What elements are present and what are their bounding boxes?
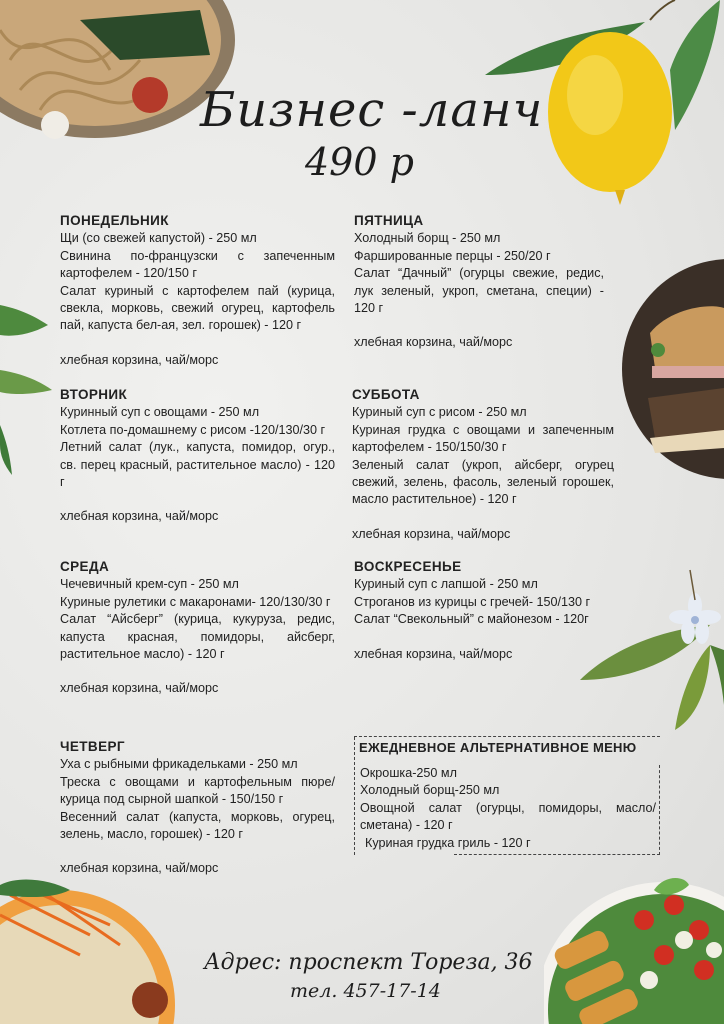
menu-item: Куринный суп с овощами - 250 мл xyxy=(60,405,260,420)
menu-item: Салат “Дачный” (огурцы свежие, редис, лук зеленый, укроп, сметана, специи) - 120 г xyxy=(354,266,604,316)
menu-item: Строганов из курицы с гречей- 150/130 г xyxy=(354,594,591,609)
chicken-salad-bowl-image xyxy=(544,870,724,1024)
menu-item: Куриный суп с рисом - 250 мл xyxy=(352,405,527,420)
page-title: Бизнес -ланч xyxy=(200,82,544,138)
menu-item: Летний салат (лук., капуста, помидор, огур., св. перец красный, растительное масло) - 120 г xyxy=(60,440,335,490)
menu-item: Овощной салат (огурцы, помидоры, масло/ сметана) - 120 г xyxy=(360,800,656,833)
day-block-wednesday xyxy=(60,558,335,698)
menu-item: Куриная грудка гриль - 120 г xyxy=(365,835,531,850)
menu-footer-note: хлебная корзина, чай/морс xyxy=(60,861,219,876)
alternative-menu-box xyxy=(354,736,660,855)
menu-item: Свинина по-французски с запеченным картофелем - 120/150 г xyxy=(60,248,335,281)
day-name: СУББОТА xyxy=(352,387,420,402)
day-name: ВОСКРЕСЕНЬЕ xyxy=(354,559,462,574)
day-block-monday xyxy=(60,212,335,369)
menu-item: Весенний салат (капуста, морковь, огурец, зелень, масло, горошек) - 120 г xyxy=(60,809,335,842)
day-name: ПЯТНИЦА xyxy=(354,213,424,228)
menu-item: Окрошка-250 мл xyxy=(360,766,457,780)
menu-item: Холодный борщ-250 мл xyxy=(360,783,500,798)
menu-item: Салат “Свекольный” с майонезом - 120г xyxy=(354,612,589,627)
menu-item: Чечевичный крем-суп - 250 мл xyxy=(60,577,239,592)
menu-item: Куриная грудка с овощами и запеченным картофелем - 150/150/30 г xyxy=(352,422,614,455)
day-name: ПОНЕДЕЛЬНИК xyxy=(60,213,169,228)
salad-bowl-image xyxy=(0,875,180,1024)
address-text: Адрес: проспект Тореза, 36 xyxy=(204,950,533,975)
menu-footer-note: хлебная корзина, чай/морс xyxy=(354,335,513,350)
day-block-thursday xyxy=(60,738,335,878)
menu-footer-note: хлебная корзина, чай/морс xyxy=(354,646,513,661)
phone-text: тел. 457-17-14 xyxy=(290,980,441,1002)
dashed-border xyxy=(454,854,660,855)
menu-item: Салат куриный с картофелем пай (курица, свекла, морковь, свежий огурец, картофель пай, капуста бел-ая, зел. горошек) - 120 г xyxy=(60,283,335,333)
menu-item: Щи (со свежей капустой) - 250 мл xyxy=(60,231,257,246)
dashed-border xyxy=(659,765,660,855)
price-label: 490 р xyxy=(305,140,414,184)
day-block-tuesday xyxy=(60,386,335,526)
day-name: СРЕДА xyxy=(60,559,110,574)
menu-item: Куриные рулетики с макаронами- 120/130/30 г xyxy=(60,594,331,609)
day-name: ЧЕТВЕРГ xyxy=(60,739,125,754)
menu-item: Треска с овощами и картофельным пюре/ курица под сырной шапкой - 150/150 г xyxy=(60,774,335,807)
menu-footer-note: хлебная корзина, чай/морс xyxy=(60,352,219,367)
menu-item: Салат “Айсберг” (курица, кукуруза, редис, капуста красная, помидоры, айсберг, растительное масло) - 120 г xyxy=(60,612,335,662)
day-name: ВТОРНИК xyxy=(60,387,128,402)
menu-footer-note: хлебная корзина, чай/морс xyxy=(352,526,511,541)
menu-item: Зеленый салат (укроп, айсберг, огурец свежий, зелень, фасоль, зеленый горошек, масло растительное) - 120 г xyxy=(352,457,614,507)
alternative-menu-title: ЕЖЕДНЕВНОЕ АЛЬТЕРНАТИВНОЕ МЕНЮ xyxy=(359,740,637,755)
menu-item: Фаршированные перцы - 250/20 г xyxy=(354,248,551,263)
menu-item: Уха с рыбными фрикадельками - 250 мл xyxy=(60,757,298,772)
alternative-menu-items xyxy=(360,765,656,852)
menu-item: Куриный суп с лапшой - 250 мл xyxy=(354,577,538,592)
day-block-saturday xyxy=(352,386,614,543)
day-block-friday xyxy=(354,212,604,352)
menu-footer-note: хлебная корзина, чай/морс xyxy=(60,509,219,524)
menu-item: Холодный борщ - 250 мл xyxy=(354,231,501,246)
sandwich-image xyxy=(620,258,724,480)
day-block-sunday xyxy=(354,558,619,663)
menu-item: Котлета по-домашнему с рисом -120/130/30 г xyxy=(60,422,326,437)
menu-footer-note: хлебная корзина, чай/морс xyxy=(60,681,219,696)
dashed-border xyxy=(354,737,355,855)
leaf-illustration-left xyxy=(0,295,60,485)
